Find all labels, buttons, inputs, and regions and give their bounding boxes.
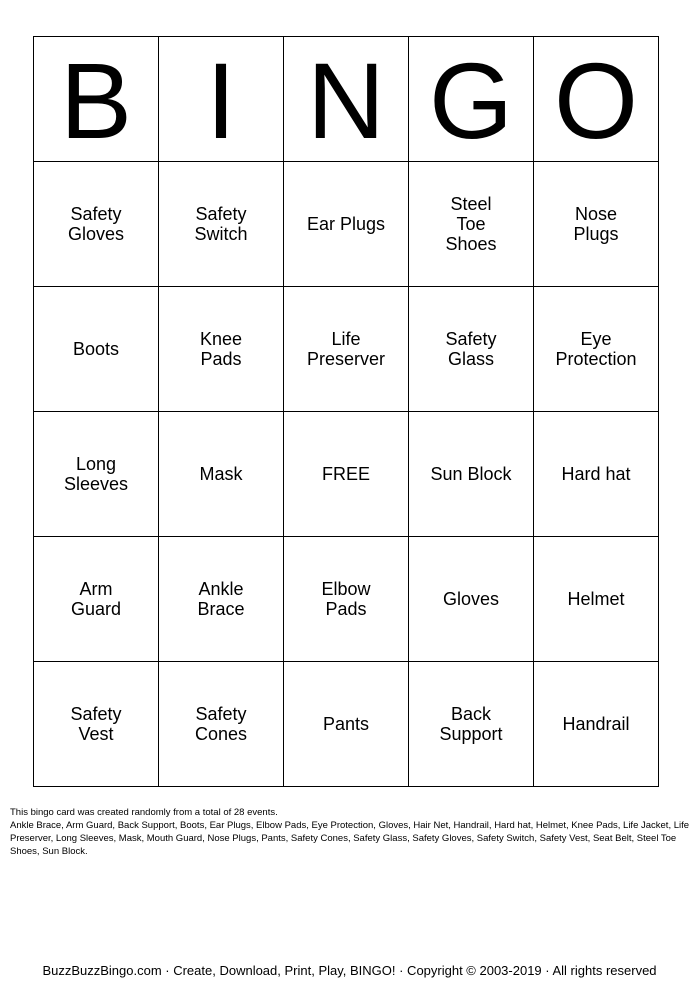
header-letter-n: N: [284, 37, 409, 162]
bingo-cell: Hard hat: [534, 412, 659, 537]
header-letter-i: I: [159, 37, 284, 162]
header-letter-g: G: [409, 37, 534, 162]
bingo-cell: Elbow Pads: [284, 537, 409, 662]
bingo-cell: Eye Protection: [534, 287, 659, 412]
bingo-card: [33, 36, 659, 787]
bingo-cell: Sun Block: [409, 412, 534, 537]
bingo-cell: Gloves: [409, 537, 534, 662]
bingo-cell: Handrail: [534, 662, 659, 787]
bingo-cell: Ankle Brace: [159, 537, 284, 662]
bingo-row-3: [34, 412, 659, 537]
bingo-cell: Mask: [159, 412, 284, 537]
bingo-cell: Back Support: [409, 662, 534, 787]
bingo-cell: Safety Glass: [409, 287, 534, 412]
bingo-cell: Life Preserver: [284, 287, 409, 412]
bingo-cell: Steel Toe Shoes: [409, 162, 534, 287]
bingo-header-row: [34, 37, 659, 162]
footnote-summary: This bingo card was created randomly from a total of 28 events.: [10, 807, 278, 818]
bingo-cell: Ear Plugs: [284, 162, 409, 287]
bingo-cell: Helmet: [534, 537, 659, 662]
bingo-row-1: [34, 162, 659, 287]
bingo-cell: Safety Vest: [34, 662, 159, 787]
bingo-row-5: [34, 662, 659, 787]
bingo-cell: Safety Switch: [159, 162, 284, 287]
bingo-row-2: [34, 287, 659, 412]
bingo-free-cell: FREE: [284, 412, 409, 537]
bingo-cell: Nose Plugs: [534, 162, 659, 287]
header-letter-b: B: [34, 37, 159, 162]
bingo-cell: Pants: [284, 662, 409, 787]
bingo-cell: Boots: [34, 287, 159, 412]
site-footer: BuzzBuzzBingo.com · Create, Download, Print, Play, BINGO! · Copyright © 2003-2019 · All rights reserved: [42, 963, 657, 978]
bingo-cell: Arm Guard: [34, 537, 159, 662]
header-letter-o: O: [534, 37, 659, 162]
card-footnote: [10, 806, 690, 858]
bingo-cell: Safety Cones: [159, 662, 284, 787]
bingo-row-4: [34, 537, 659, 662]
bingo-cell: Long Sleeves: [34, 412, 159, 537]
footnote-events-list: Ankle Brace, Arm Guard, Back Support, Boots, Ear Plugs, Elbow Pads, Eye Protection, Gloves, Hair Net, Handrail, Hard hat, Helmet, Knee Pads, Life Jacket, Life Preserver, Long Sleeves, Mask, Mouth Guard, Nose Plugs, Pants, Safety Cones, Safety Glass, Safety Gloves, Safety Switch, Safety Vest, Seat Belt, Steel Toe Shoes, Sun Block.: [10, 820, 690, 857]
bingo-cell: Knee Pads: [159, 287, 284, 412]
bingo-cell: Safety Gloves: [34, 162, 159, 287]
